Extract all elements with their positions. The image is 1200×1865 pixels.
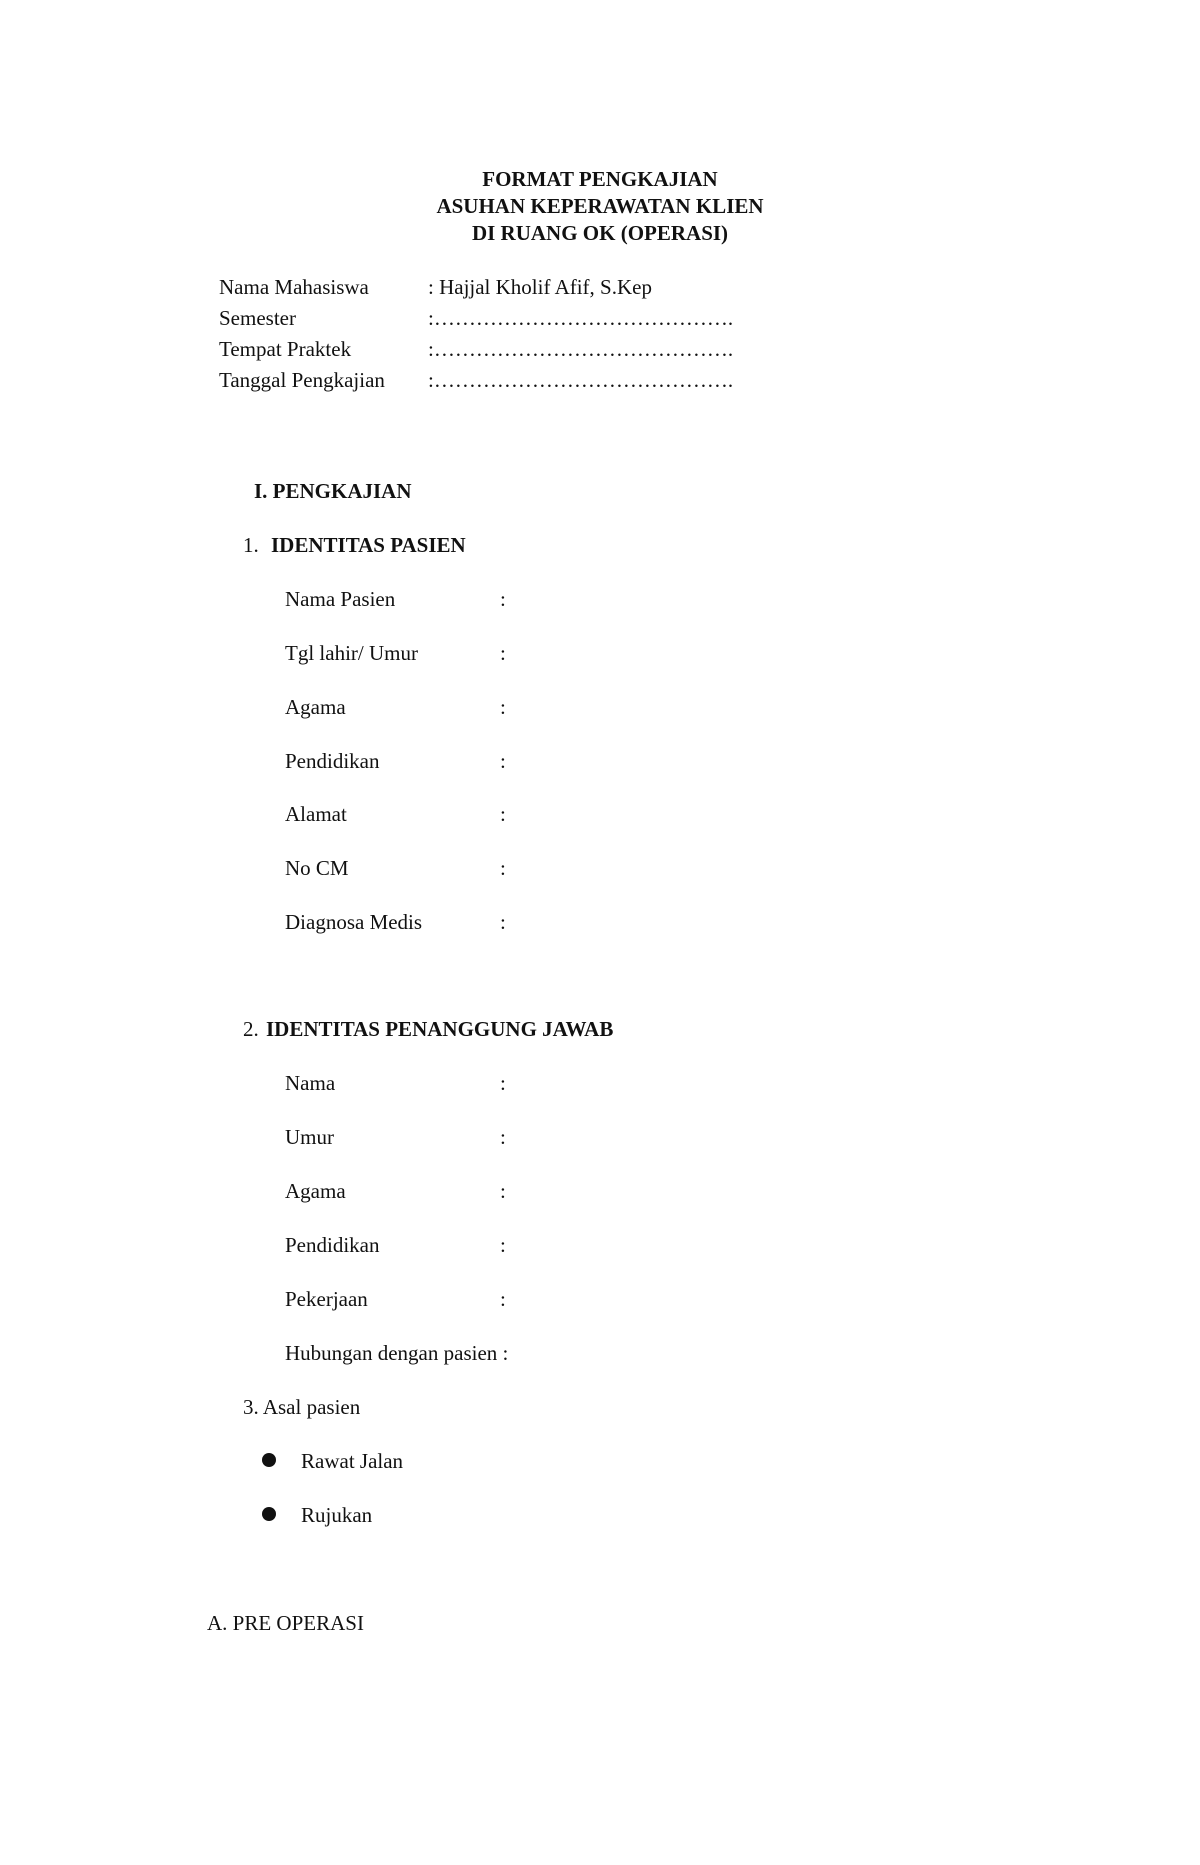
field-label: Pekerjaan: [285, 1287, 368, 1311]
field-colon: :: [500, 1071, 506, 1095]
section-heading: 3. Asal pasien: [243, 1395, 361, 1419]
info-label: Tanggal Pengkajian: [219, 368, 385, 392]
document-title-line-3: DI RUANG OK (OPERASI): [471, 221, 729, 245]
info-label: Semester: [219, 306, 296, 330]
section-number: 2.: [243, 1017, 259, 1041]
field-label: Diagnosa Medis: [285, 910, 423, 934]
bullet-icon: [262, 1453, 276, 1467]
field-colon: :: [500, 802, 506, 826]
field-label: Nama: [285, 1071, 336, 1095]
field-colon: :: [500, 1125, 506, 1149]
info-value: :…………………………………….: [428, 368, 734, 392]
section-number: 1.: [243, 533, 259, 557]
list-item: Rujukan: [301, 1503, 373, 1527]
info-label: Nama Mahasiswa: [219, 275, 369, 299]
section-heading-pengkajian: I. PENGKAJIAN: [254, 479, 412, 503]
document-title-line-2: ASUHAN KEPERAWATAN KLIEN: [436, 194, 764, 218]
field-label: Agama: [285, 1179, 346, 1203]
field-colon: :: [500, 695, 506, 719]
field-colon: :: [500, 1179, 506, 1203]
info-value: :…………………………………….: [428, 306, 734, 330]
field-label: Pendidikan: [285, 1233, 380, 1257]
field-colon: :: [500, 1287, 506, 1311]
section-heading-pre-operasi: A. PRE OPERASI: [207, 1611, 364, 1635]
section-heading: IDENTITAS PASIEN: [271, 533, 466, 557]
field-colon: :: [500, 910, 506, 934]
field-colon: :: [500, 1233, 506, 1257]
field-label: Umur: [285, 1125, 334, 1149]
field-label: No CM: [285, 856, 349, 880]
list-item: Rawat Jalan: [301, 1449, 404, 1473]
field-colon: :: [500, 856, 506, 880]
field-label: Nama Pasien: [285, 587, 396, 611]
field-label: Pendidikan: [285, 749, 380, 773]
document-title-line-1: FORMAT PENGKAJIAN: [482, 167, 718, 191]
field-label: Agama: [285, 695, 346, 719]
info-value: :…………………………………….: [428, 337, 734, 361]
info-label: Tempat Praktek: [219, 337, 352, 361]
field-label: Alamat: [285, 802, 347, 826]
field-colon: :: [500, 749, 506, 773]
bullet-icon: [262, 1507, 276, 1521]
section-heading: IDENTITAS PENANGGUNG JAWAB: [266, 1017, 614, 1041]
field-label: Tgl lahir/ Umur: [285, 641, 418, 665]
field-colon: :: [500, 641, 506, 665]
field-colon: :: [500, 587, 506, 611]
info-value: : Hajjal Kholif Afif, S.Kep: [428, 275, 652, 299]
relation-field-label: Hubungan dengan pasien :: [285, 1341, 509, 1365]
